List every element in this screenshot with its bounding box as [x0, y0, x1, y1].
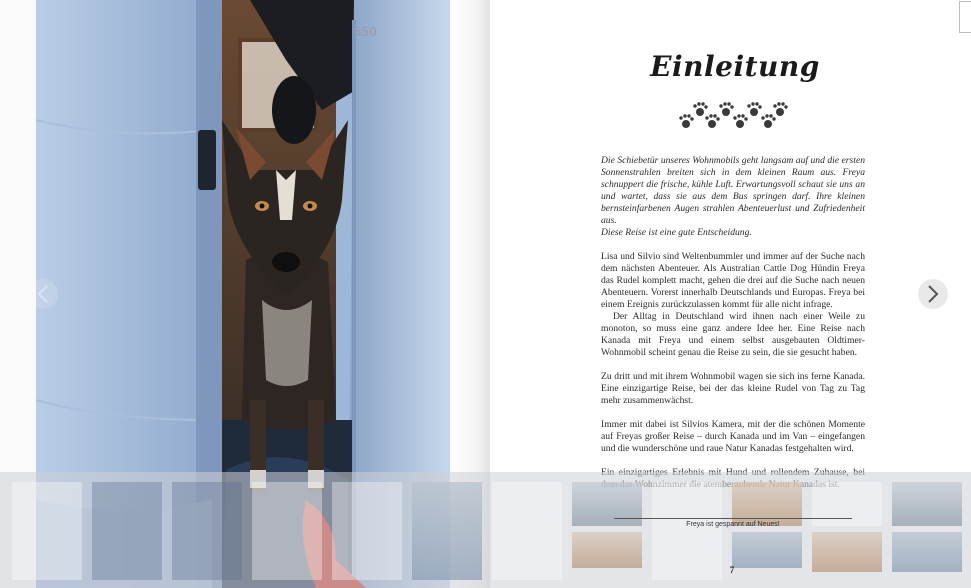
thumbnail-page[interactable] — [892, 482, 962, 526]
thumbnail-page[interactable] — [572, 482, 642, 526]
caption-rule — [614, 518, 852, 519]
intro-italic-closing: Diese Reise ist eine gute Entscheidung. — [601, 227, 752, 238]
thumbnail-page[interactable] — [652, 482, 722, 580]
jacket-label: 550 — [354, 25, 377, 39]
previous-page-button[interactable] — [28, 279, 58, 309]
thumbnail-page[interactable] — [732, 532, 802, 568]
intro-italic-paragraph: Die Schiebetür unseres Wohnmobils geht langsam auf und die ersten Sonnenstrahlen breiten sich in dem kleinen Raum aus. Freya schnuppert die frische, kühle Luft. Erwartungsvoll schaut sie uns an und wartet, dass sie aus dem Bus springen darf. Ihre kleinen bernsteinfarbenen Augen strahlen Abenteuerlust und Zufriedenheit aus. — [601, 155, 865, 226]
thumbnail-page[interactable] — [92, 482, 162, 580]
thumbnail-page[interactable] — [892, 532, 962, 572]
thumbnail-page[interactable] — [812, 482, 882, 526]
paw-prints-icon — [676, 100, 792, 132]
thumbnail-page[interactable] — [252, 482, 322, 580]
thumbnail-strip[interactable] — [0, 472, 971, 588]
next-page-button[interactable] — [918, 279, 948, 309]
body-paragraph: Lisa und Silvio sind Weltenbummler und immer auf der Suche nach dem nächsten Abenteuer. Als Australian Cattle Dog Hündin Freya das Rudel komplett macht, gehen die drei auf die Suche nach neuen Abenteuern. Vorerst innerhalb Deutschlands und Europas. Freya bei einem Ereignis zurückzulassen kommt für alle nicht infrage. — [601, 251, 865, 310]
fullscreen-toggle-button[interactable] — [959, 1, 971, 33]
thumbnail-page[interactable] — [12, 482, 82, 580]
chevron-left-icon — [36, 284, 50, 304]
thumbnail-page[interactable] — [732, 482, 802, 526]
thumbnail-page[interactable] — [172, 482, 242, 580]
body-paragraph: Immer mit dabei ist Silvios Kamera, mit der die schönen Momente auf Freyas großer Reise – durch Kanada und im Van – eingefangen und die wunderschöne und raue Natur Kanadas festgehalten wird. — [601, 419, 865, 454]
thumbnail-page[interactable] — [812, 532, 882, 572]
thumbnail-page[interactable] — [332, 482, 402, 580]
page-title: Einleitung — [650, 50, 820, 83]
thumbnail-page[interactable] — [492, 482, 562, 580]
photo-caption: Freya ist gespannt auf Neues! — [686, 521, 780, 528]
thumbnail-page[interactable] — [412, 482, 482, 580]
chevron-right-icon — [926, 284, 940, 304]
body-paragraph: Der Alltag in Deutschland wird ihnen nach einer Weile zu monoton, so muss eine ganz andere Idee her. Eine Reise nach Kanada mit Freya und einem selbst ausgebauten Oldtimer-Wohnmobil scheint genau die Reise zu sein, die sie gesucht haben. — [601, 311, 865, 358]
page-number: 7 — [729, 565, 735, 575]
thumbnail-page[interactable] — [572, 532, 642, 568]
intro-text — [601, 155, 865, 503]
body-paragraph: Zu dritt und mit ihrem Wohnmobil wagen sie sich ins ferne Kanada. Eine einzigartige Reise, bei der das kleine Rudel von Tag zu Tag mehr zusammenwächst. — [601, 371, 865, 406]
